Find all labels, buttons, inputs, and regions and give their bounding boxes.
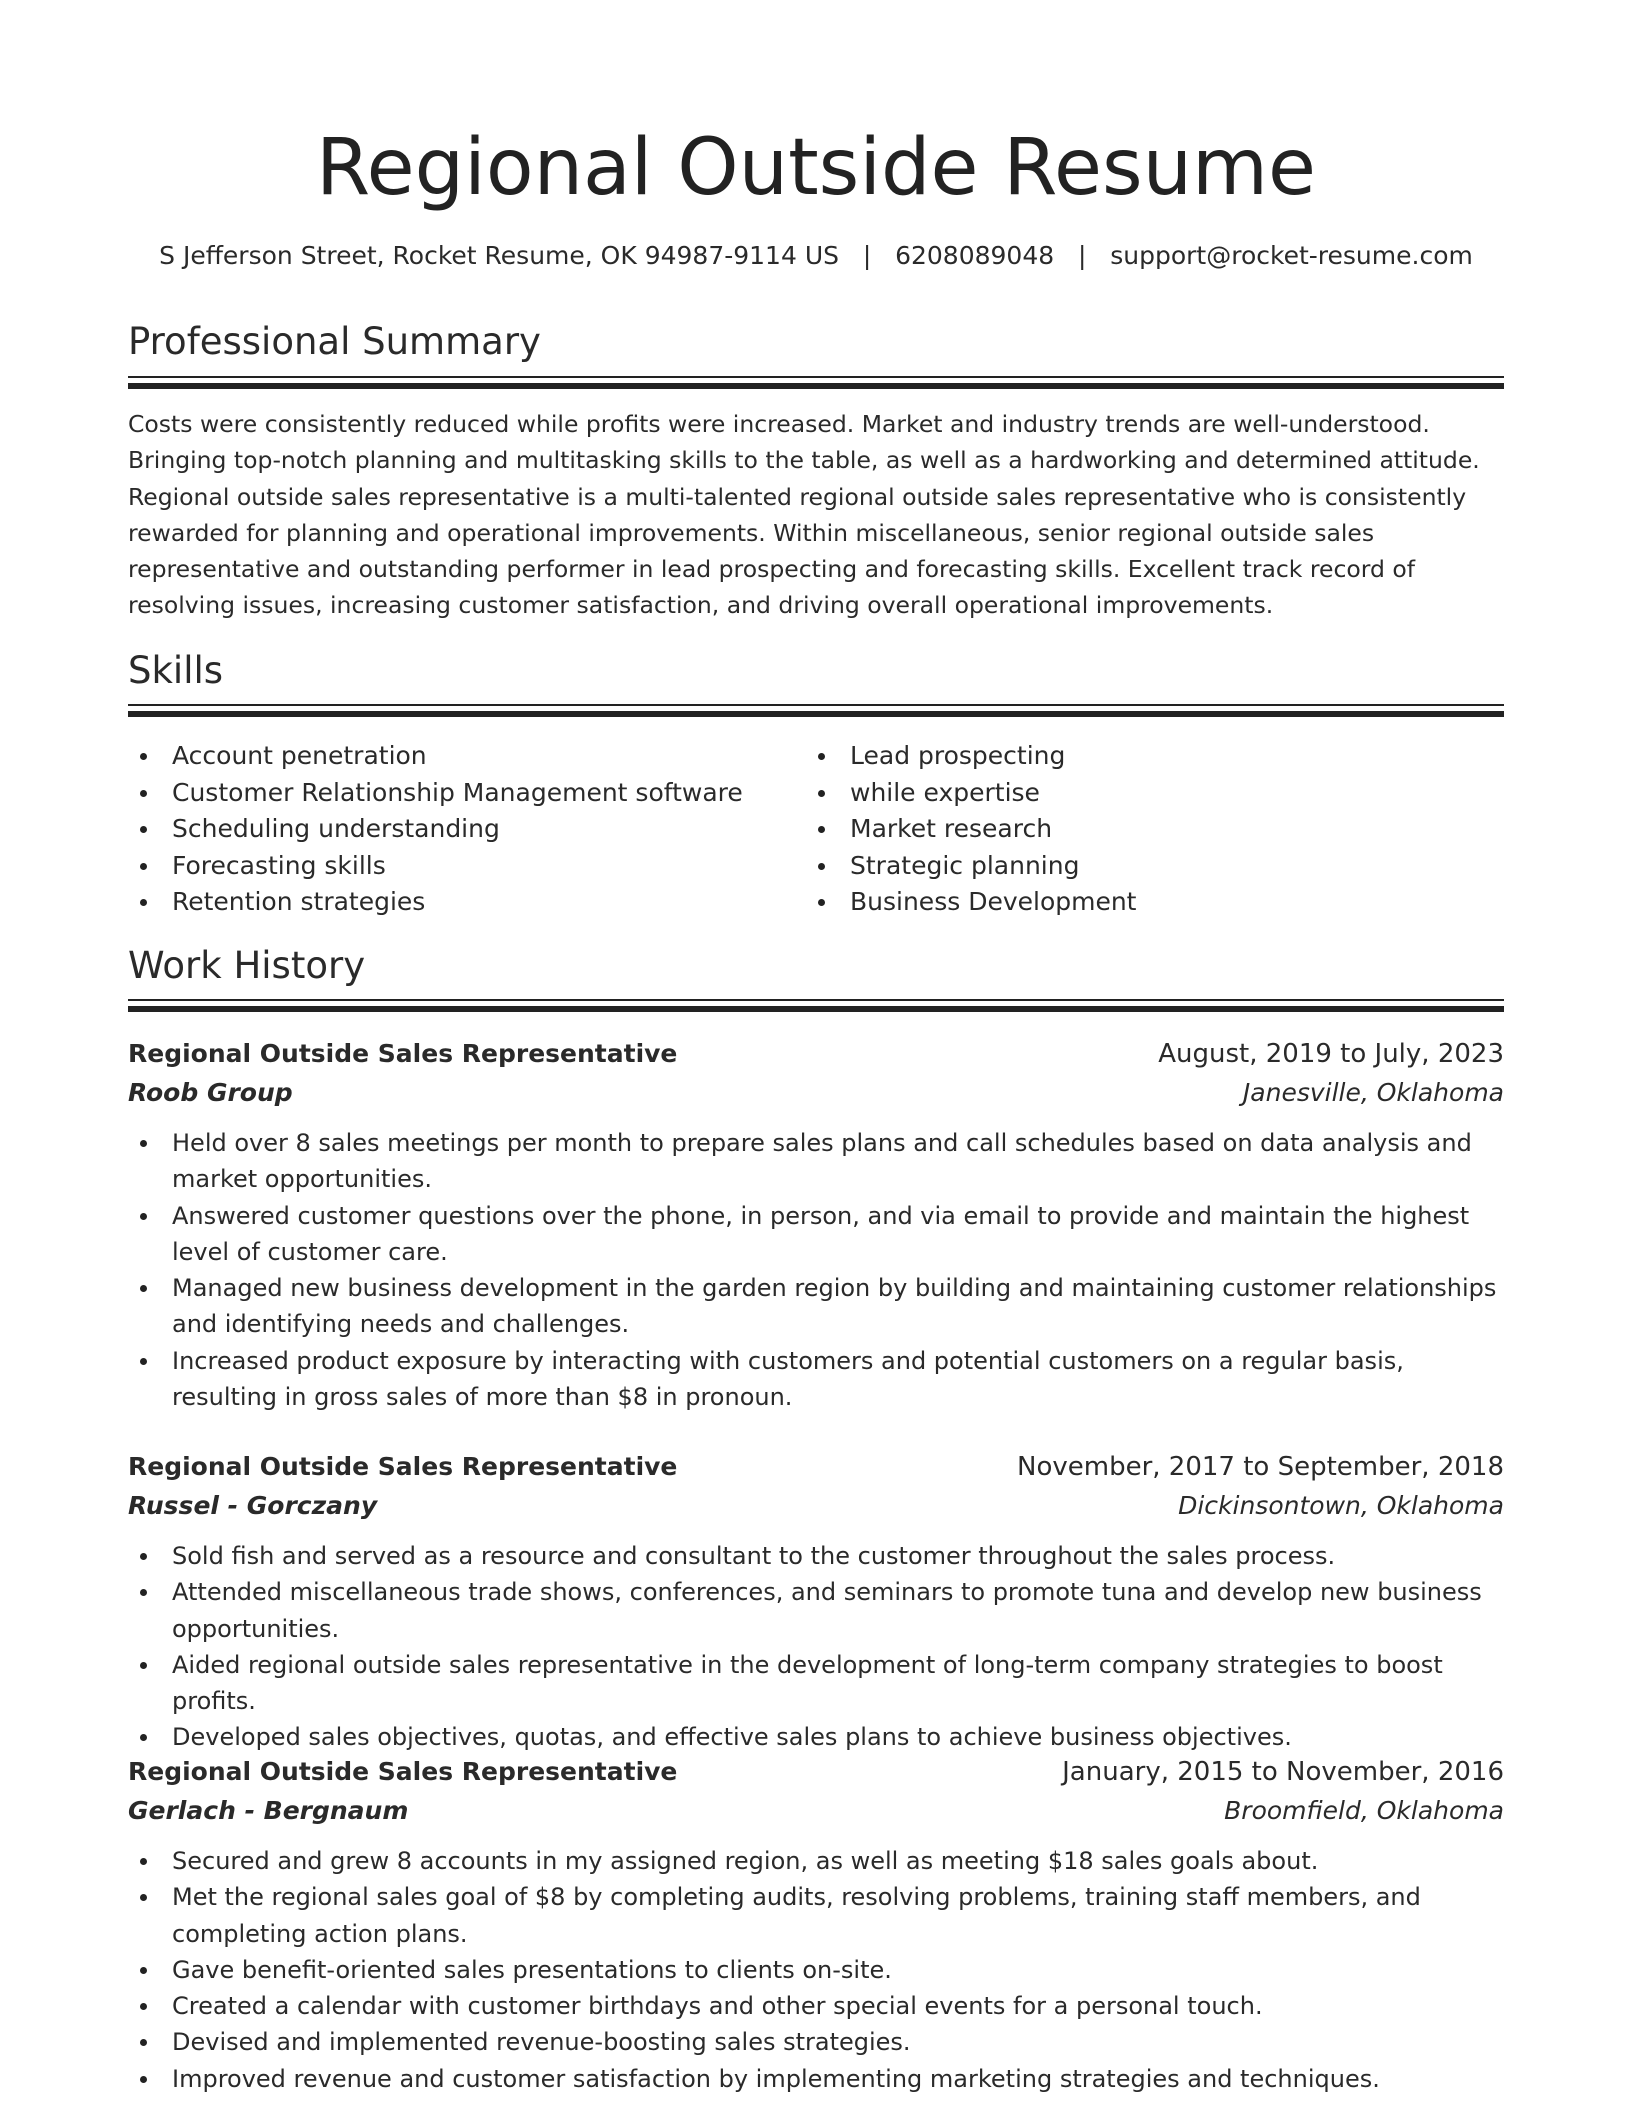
skills-list-right — [806, 738, 1446, 921]
summary-divider-thin — [128, 376, 1504, 378]
job-bullet: Devised and implemented revenue-boosting sales strategies. — [128, 2024, 1504, 2060]
skills-divider-thick — [128, 711, 1504, 717]
job-entry — [128, 1753, 1504, 2097]
job-bullet: Held over 8 sales meetings per month to prepare sales plans and call schedules based on data analysis and market opportunities. — [128, 1125, 1504, 1198]
job-location: Dickinsontown, Oklahoma — [1178, 1491, 1504, 1520]
skill-item: Customer Relationship Management software — [128, 775, 768, 812]
work-divider-thick — [128, 1006, 1504, 1012]
skill-item: Account penetration — [128, 738, 768, 775]
job-bullet: Answered customer questions over the phone, in person, and via email to provide and maintain the highest level of customer care. — [128, 1198, 1504, 1271]
skill-item: Strategic planning — [806, 848, 1446, 885]
contact-line: S Jefferson Street, Rocket Resume, OK 94987-9114 US | 6208089048 | support@rocket-resume.com — [159, 241, 1473, 270]
skill-item: Business Development — [806, 884, 1446, 921]
job-bullet: Increased product exposure by interacting with customers and potential customers on a regular basis, resulting in gross sales of more than $8 in pronoun. — [128, 1343, 1504, 1416]
job-company: Gerlach - Bergnaum — [128, 1796, 409, 1825]
job-bullets — [128, 1538, 1504, 1756]
job-title: Regional Outside Sales Representative — [128, 1039, 678, 1068]
job-location: Janesville, Oklahoma — [1242, 1078, 1504, 1107]
job-dates: November, 2017 to September, 2018 — [1017, 1452, 1504, 1482]
skill-item: Market research — [806, 811, 1446, 848]
skills-list-left — [128, 738, 768, 921]
job-bullet: Created a calendar with customer birthdays and other special events for a personal touch. — [128, 1988, 1504, 2024]
job-bullets — [128, 1125, 1504, 1415]
skill-item: while expertise — [806, 775, 1446, 812]
job-location: Broomfield, Oklahoma — [1224, 1796, 1504, 1825]
job-bullet: Attended miscellaneous trade shows, conferences, and seminars to promote tuna and develop new business opportunities. — [128, 1574, 1504, 1647]
job-bullet: Sold fish and served as a resource and consultant to the customer throughout the sales process. — [128, 1538, 1504, 1574]
job-bullet: Aided regional outside sales representative in the development of long-term company strategies to boost profits. — [128, 1647, 1504, 1720]
skill-item: Forecasting skills — [128, 848, 768, 885]
job-bullet: Gave benefit-oriented sales presentations to clients on-site. — [128, 1952, 1504, 1988]
job-bullet: Improved revenue and customer satisfaction by implementing marketing strategies and techniques. — [128, 2061, 1504, 2097]
job-bullets — [128, 1843, 1504, 2097]
job-title: Regional Outside Sales Representative — [128, 1452, 678, 1481]
skills-heading: Skills — [128, 649, 224, 692]
skill-item: Retention strategies — [128, 884, 768, 921]
job-title: Regional Outside Sales Representative — [128, 1757, 678, 1786]
skill-item: Scheduling understanding — [128, 811, 768, 848]
job-bullet: Met the regional sales goal of $8 by completing audits, resolving problems, training staff members, and completing action plans. — [128, 1879, 1504, 1952]
job-bullet: Managed new business development in the garden region by building and maintaining customer relationships and identifying needs and challenges. — [128, 1270, 1504, 1343]
work-history-heading: Work History — [128, 944, 366, 987]
job-dates: January, 2015 to November, 2016 — [1062, 1757, 1504, 1787]
skills-divider-thin — [128, 704, 1504, 706]
job-entry — [128, 1035, 1504, 1415]
summary-heading: Professional Summary — [128, 320, 541, 363]
skill-item: Lead prospecting — [806, 738, 1446, 775]
job-bullet: Secured and grew 8 accounts in my assigned region, as well as meeting $18 sales goals about. — [128, 1843, 1504, 1879]
resume-name: Regional Outside Resume — [315, 123, 1317, 213]
job-entry — [128, 1448, 1504, 1756]
job-company: Russel - Gorczany — [128, 1491, 378, 1520]
summary-divider-thick — [128, 383, 1504, 389]
job-bullet: Developed sales objectives, quotas, and effective sales plans to achieve business objectives. — [128, 1719, 1504, 1755]
summary-text: Costs were consistently reduced while profits were increased. Market and industry trends are well-understood. Bringing top-notch planning and multitasking skills to the table, as well as a hardworking and determined attitude. Regional outside sales representative is a multi-talented regional outside sales representative who is consistently rewarded for planning and operational improvements. Within miscellaneous, senior regional outside sales representative and outstanding performer in lead prospecting and forecasting skills. Excellent track record of resolving issues, increasing customer satisfaction, and driving overall operational improvements. — [128, 410, 1480, 620]
job-dates: August, 2019 to July, 2023 — [1158, 1039, 1504, 1069]
job-company: Roob Group — [128, 1078, 293, 1107]
work-divider-thin — [128, 999, 1504, 1001]
